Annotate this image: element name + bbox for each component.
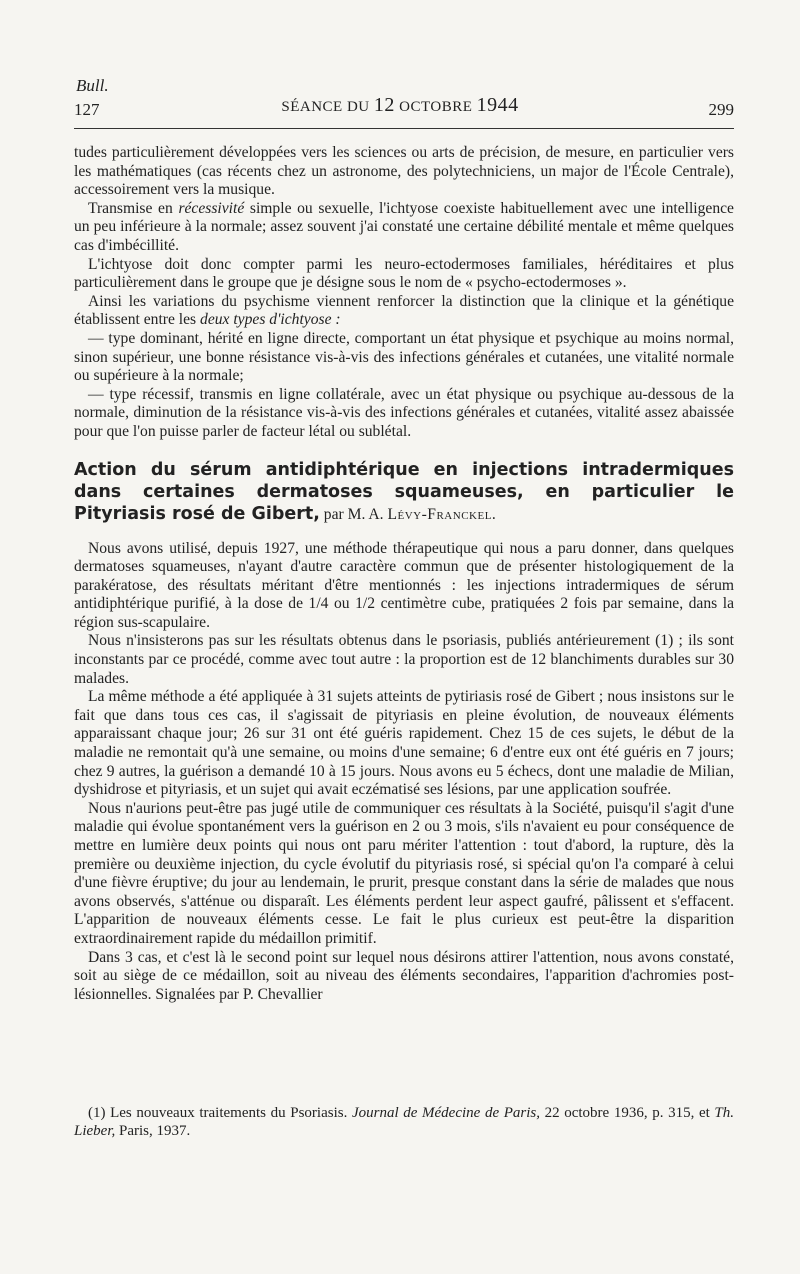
footnote-text — [74, 1104, 734, 1140]
footnote — [74, 1104, 734, 1140]
article-title — [74, 459, 734, 526]
p2-before: Transmise en — [88, 199, 179, 217]
bull-label: Bull. — [76, 76, 109, 95]
article-title-text: Action du sérum antidiphtérique en injections intradermiques dans certaines dermatoses squameuses, en particulier le Pityriasis rosé de Gibert, — [74, 459, 734, 524]
header-rule — [74, 128, 734, 129]
paragraph-10: Nous n'aurions peut-être pas jugé utile de communiquer ces résultats à la Société, puisqu'il s'agit d'une maladie qui évolue spontanément vers la guérison en 2 ou 3 mois, s'ils n'avaient eu pour conséquence de mettre en lumière deux points qui nous ont paru mériter l'attention : tout d'abord, la rupture, dès la première ou deuxième injection, du cycle évolutif du pityriasis rosé, si spécial qu'on l'a comparé à celui d'une fièvre éruptive; du jour au lendemain, le prurit, presque constant dans la série de malades que nous avons observés, s'atténue ou disparaît. Les éléments perdent leur aspect gaufré, pâlissent et s'effacent. L'apparition de nouveaux éléments cesse. Le fait le plus curieux est peut-être la disparition extraordinairement rapide du médaillon primitif. — [74, 799, 734, 947]
paragraph-4 — [74, 293, 734, 330]
seance-prefix: SÉANCE DU — [281, 99, 374, 115]
paragraph-3: L'ichtyose doit donc compter parmi les neuro-ectodermoses familiales, héréditaires et plus particulièrement dans le groupe que je désigne sous le nom de « psycho-ectodermoses ». — [74, 255, 734, 292]
seance-day: 12 — [373, 94, 395, 116]
paragraph-9: La même méthode a été appliquée à 31 sujets atteints de pytiriasis rosé de Gibert ; nous insistons sur le fait que dans tous ces cas, il s'agissait de pityriasis en pleine évolution, de nouveaux éléments apparaissant chaque jour; 26 sur 31 ont été guéris rapidement. Chez 15 de ces sujets, le début de la maladie ne remontait qu'à une semaine, ou moins d'une semaine; 6 d'entre eux ont été guéris en 7 jours; chez 9 autres, la guérison a demandé 10 à 15 jours. Nous avons eu 5 échecs, dont une maladie de Milian, dyshidrose et pityriasis, et un sujet qui avait eczématisé ses lésions, par une application soufrée. — [74, 688, 734, 799]
author-name: Lévy-Franckel. — [387, 505, 497, 523]
fn-before: (1) Les nouveaux traitements du Psoriasis. — [88, 1105, 352, 1121]
paragraph-11: Dans 3 cas, et c'est là le second point sur lequel nous désirons attirer l'attention, nous avons constaté, soit au siège de ce médaillon, soit au niveau des éléments secondaires, l'apparition d'achromies post-lésionnelles. Signalées par P. Chevallier — [74, 948, 734, 1003]
fn-journal: Journal de Médecine de Paris, — [351, 1105, 540, 1121]
p4-em: deux types d'ichtyose : — [200, 311, 341, 329]
fn-th: Th. Lieber, — [74, 1105, 735, 1139]
fn-middle: 22 octobre 1936, p. 315, et — [539, 1105, 715, 1121]
paragraph-2 — [74, 200, 734, 256]
paragraph-7: Nous avons utilisé, depuis 1927, une méthode thérapeutique qui nous a paru donner, dans quelques dermatoses squameuses, n'ayant d'autre caractère commun que de présenter histologiquement de la parakératose, des résultats méritant d'être mentionnés : les injections intradermiques de sérum antidiphtérique purifié, à la dose de 1/4 ou 1/2 centimètre cube, pratiquées 2 fois par semaine, dans la région sus-scapulaire. — [74, 539, 734, 631]
page-number: 299 — [708, 100, 734, 119]
fn-after: Paris, 1937. — [115, 1123, 191, 1139]
main-text — [74, 144, 734, 1004]
paragraph-8: Nous n'insisterons pas sur les résultats obtenus dans le psoriasis, publiés antérieurement (1) ; ils sont inconstants par ce procédé, comme avec tout autre : la proportion est de 12 blanchiments durables sur 30 malades. — [74, 632, 734, 687]
p4-before: Ainsi les variations du psychisme viennent renforcer la distinction que la clinique et la génétique établissent entre les — [74, 292, 734, 329]
running-header — [0, 94, 800, 117]
paragraph-1: tudes particulièrement développées vers les sciences ou arts de précision, de mesure, en particulier vers les mathématiques (cas récents chez un astronome, des polytechniciens, un major de l'École Centrale), accessoirement vers la musique. — [74, 144, 734, 199]
p2-after: simple ou sexuelle, l'ichtyose coexiste habituellement avec une intelligence un peu inférieure à la normale; assez souvent j'ai constaté une certaine débilité mentale et même quelques cas d'imbécillité. — [74, 199, 734, 254]
paragraph-5: — type dominant, hérité en ligne directe, comportant un état physique et psychique au moins normal, sinon supérieur, une bonne résistance vis-à-vis des infections générales et cutanées, une vitalité normale ou supérieure à la normale; — [74, 329, 734, 385]
left-number: 127 — [74, 100, 100, 119]
p2-em: récessivité — [178, 199, 245, 217]
author-prefix: par M. A. — [319, 505, 388, 523]
paragraph-6: — type récessif, transmis en ligne collatérale, avec un état physique ou psychique au-dessous de la normale, diminution de la résistance vis-à-vis des infections générales et cutanées, vitalité assez abaissée pour que l'on puisse parler de facteur létal ou sublétal. — [74, 385, 734, 440]
article-author — [320, 506, 496, 523]
seance-month: OCTOBRE — [394, 99, 477, 115]
seance-year: 1944 — [476, 94, 519, 116]
